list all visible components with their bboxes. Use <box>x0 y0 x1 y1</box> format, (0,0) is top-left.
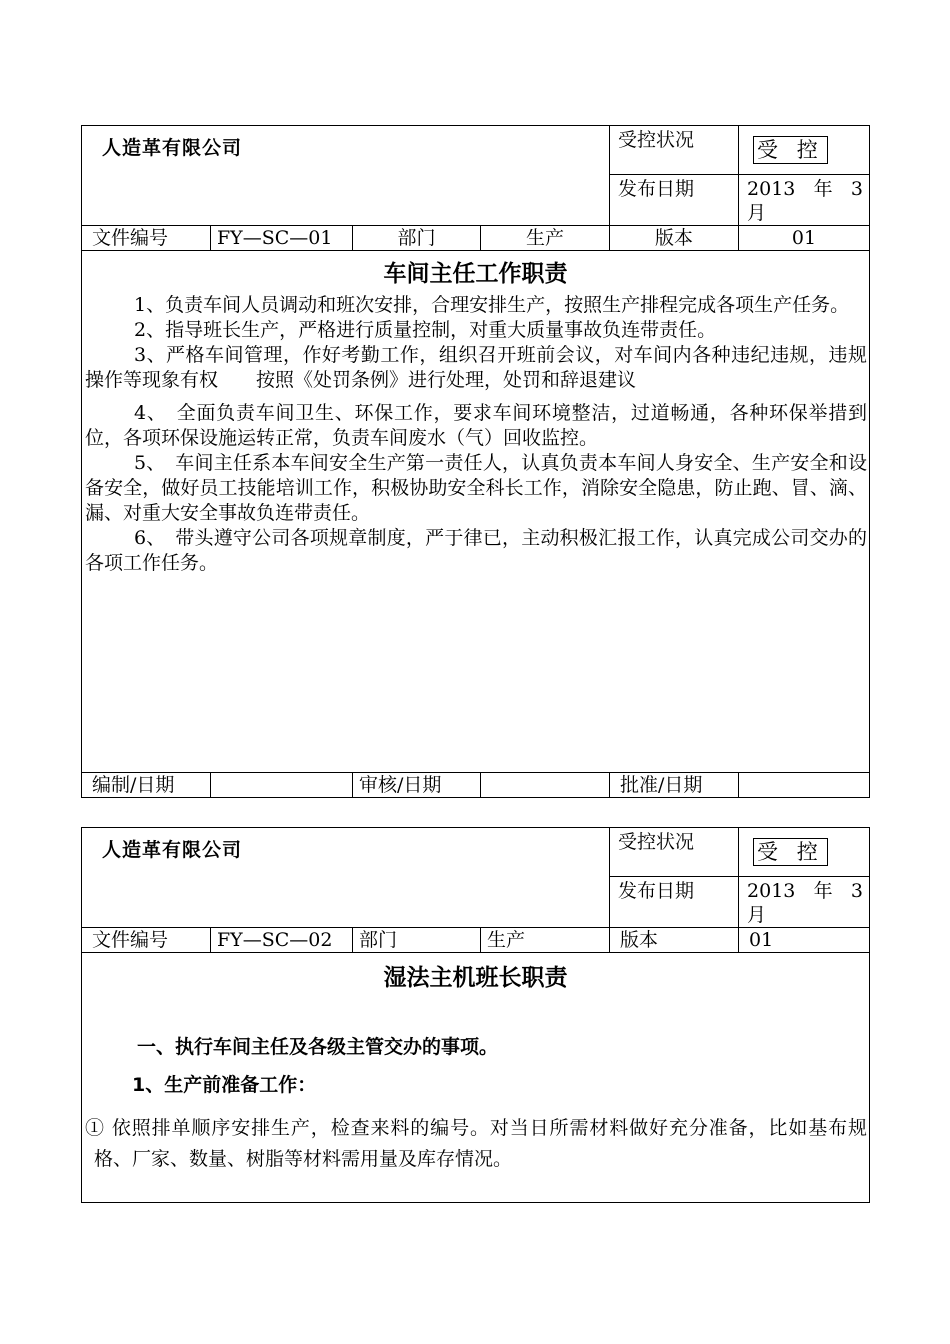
release-month-number: 3 <box>850 178 864 200</box>
version-value: 01 <box>739 226 870 251</box>
approved-date-value <box>739 773 870 798</box>
prepared-date-label: 编制/日期 <box>82 773 211 798</box>
version-value: 01 <box>739 928 870 953</box>
release-month-unit: 月 <box>747 904 767 926</box>
version-label: 版本 <box>610 928 739 953</box>
release-month-unit: 月 <box>747 202 767 224</box>
duty-item-4: 4、 全面负责车间卫生、环保工作，要求车间环境整洁，过道畅通，各种环保举措到位，各项环保设施运转正常，负责车间废水（气）回收监控。 <box>85 402 868 449</box>
company-name: 人造革有限公司 <box>82 828 610 928</box>
control-status-label: 受控状况 <box>610 126 739 175</box>
version-label: 版本 <box>610 226 739 251</box>
department-label: 部门 <box>353 226 481 251</box>
document-title: 车间主任工作职责 <box>383 261 568 287</box>
file-number-label: 文件编号 <box>82 928 211 953</box>
reviewed-date-value <box>481 773 610 798</box>
department-label: 部门 <box>353 928 481 953</box>
release-date-value <box>739 175 870 226</box>
release-date-value <box>739 877 870 928</box>
section-heading: 一、执行车间主任及各级主管交办的事项。 <box>137 1036 499 1058</box>
duty-item-5: 5、 车间主任系本车间安全生产第一责任人，认真负责本车间人身安全、生产安全和设备安全，做好员工技能培训工作，积极协助安全科长工作，消除安全隐患，防止跑、冒、滴、漏、对重大安全事故负连带责任。 <box>85 452 868 524</box>
release-date-label: 发布日期 <box>610 175 739 226</box>
file-number-label: 文件编号 <box>82 226 211 251</box>
company-name: 人造革有限公司 <box>82 126 610 226</box>
approved-date-label: 批准/日期 <box>610 773 739 798</box>
document-form-1 <box>81 125 870 798</box>
subsection-heading: 1、生产前准备工作： <box>132 1074 317 1096</box>
release-date-label: 发布日期 <box>610 877 739 928</box>
document-form-2 <box>81 827 870 1203</box>
duty-item-3: 3、严格车间管理，作好考勤工作，组织召开班前会议，对车间内各种违纪违规，违规操作等现象有权 按照《处罚条例》进行处理，处罚和辞退建议 <box>85 344 868 391</box>
release-year: 2013 <box>747 178 796 200</box>
release-month-number: 3 <box>850 880 864 902</box>
duty-item-6: 6、 带头遵守公司各项规章制度，严于律已，主动积极汇报工作，认真完成公司交办的各项工作任务。 <box>85 527 868 574</box>
file-number-value: FY—SC—02 <box>211 928 353 953</box>
control-status-label: 受控状况 <box>610 828 739 877</box>
control-status-value: 受 控 <box>753 838 828 866</box>
file-number-value: FY—SC—01 <box>211 226 353 251</box>
department-value: 生产 <box>481 928 610 953</box>
release-year: 2013 <box>747 880 796 902</box>
reviewed-date-label: 审核/日期 <box>353 773 481 798</box>
document-body <box>82 251 870 773</box>
department-value: 生产 <box>481 226 610 251</box>
prepared-date-value <box>211 773 353 798</box>
control-status-value: 受 控 <box>753 136 828 164</box>
release-year-unit: 年 <box>813 880 833 902</box>
control-status-cell <box>739 828 870 877</box>
control-status-cell <box>739 126 870 175</box>
duty-item-1: ① 依照排单顺序安排生产，检查来料的编号。对当日所需材料做好充分准备，比如基布规格、厂家、数量、树脂等材料需用量及库存情况。 <box>85 1117 868 1170</box>
document-body <box>82 953 870 1203</box>
release-year-unit: 年 <box>813 178 833 200</box>
duty-item-1: 1、负责车间人员调动和班次安排，合理安排生产，按照生产排程完成各项生产任务。 <box>134 294 850 316</box>
duty-item-2: 2、指导班长生产，严格进行质量控制，对重大质量事故负连带责任。 <box>134 319 717 341</box>
document-title: 湿法主机班长职责 <box>383 965 568 991</box>
